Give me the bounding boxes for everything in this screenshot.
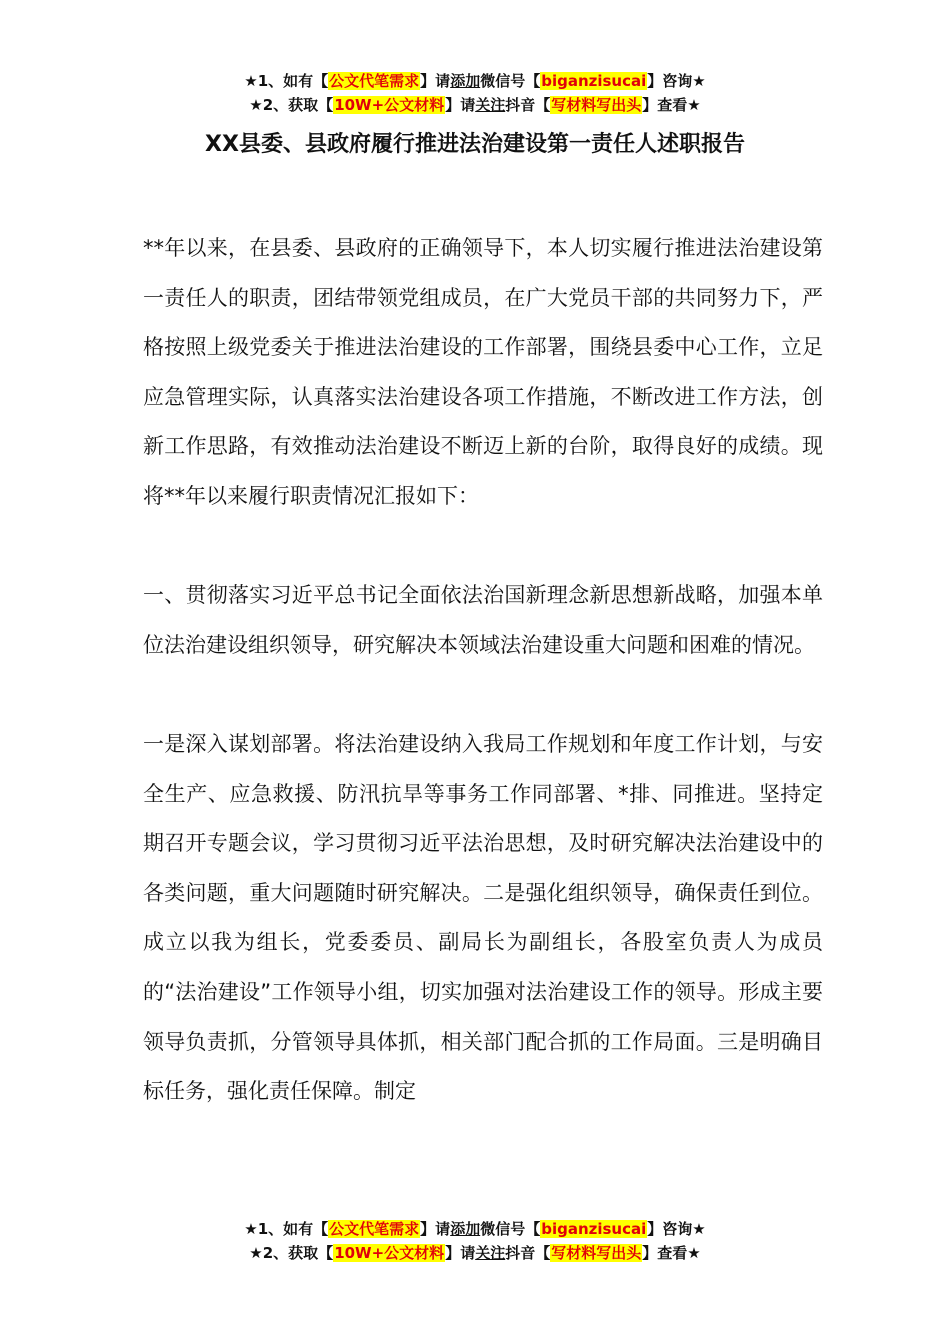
promo-line-2: [0, 93, 950, 117]
promo-underlined: 关注: [475, 96, 506, 114]
promo-text: 】查看★: [642, 1244, 701, 1262]
promo-highlight: 10W+公文材料: [334, 1244, 445, 1262]
promo-line-2: [0, 1241, 950, 1265]
promo-text: ★2、获取【: [249, 96, 334, 114]
header-promo-banner: [0, 69, 950, 117]
document-body: [143, 224, 823, 1117]
promo-text: 】请: [445, 1244, 476, 1262]
promo-highlight: biganzisucai: [541, 1220, 647, 1238]
promo-highlight: 10W+公文材料: [334, 96, 445, 114]
promo-highlight: 写材料写出头: [551, 1244, 642, 1262]
promo-text: 】请: [420, 1220, 451, 1238]
promo-underlined: 关注: [475, 1244, 506, 1262]
promo-highlight: biganzisucai: [541, 72, 647, 90]
promo-highlight: 公文代笔需求: [329, 1220, 420, 1238]
promo-line-1: [0, 1217, 950, 1241]
body-paragraph: 一、贯彻落实习近平总书记全面依法治国新理念新思想新战略，加强本单位法治建设组织领导，研究解决本领域法治建设重大问题和困难的情况。: [143, 583, 823, 657]
promo-underlined: 添加: [450, 72, 481, 90]
promo-text: 】咨询★: [647, 1220, 706, 1238]
promo-text: ★2、获取【: [249, 1244, 334, 1262]
body-paragraph: 一是深入谋划部署。将法治建设纳入我局工作规划和年度工作计划，与安全生产、应急救援、防汛抗旱等事务工作同部署、*排、同推进。坚持定期召开专题会议，学习贯彻习近平法治思想，及时研究解决法治建设中的各类问题，重大问题随时研究解决。二是强化组织领导，确保责任到位。成立以我为组长，党委委员、副局长为副组长，各股室负责人为成员的“法治建设”工作领导小组，切实加强对法治建设工作的领导。形成主要领导负责抓，分管领导具体抓，相关部门配合抓的工作局面。三是明确目标任务，强化责任保障。制定: [143, 731, 823, 1104]
promo-highlight: 写材料写出头: [551, 96, 642, 114]
promo-text: 】请: [420, 72, 451, 90]
promo-text: 】查看★: [642, 96, 701, 114]
promo-text: ★1、如有【: [244, 72, 329, 90]
promo-text: 】咨询★: [647, 72, 706, 90]
promo-text: ★1、如有【: [244, 1220, 329, 1238]
promo-text: 微信号【: [480, 1220, 541, 1238]
promo-text: 抖音【: [505, 96, 551, 114]
promo-text: 微信号【: [480, 72, 541, 90]
promo-highlight: 公文代笔需求: [329, 72, 420, 90]
body-paragraph: **年以来，在县委、县政府的正确领导下，本人切实履行推进法治建设第一责任人的职责，团结带领党组成员，在广大党员干部的共同努力下，严格按照上级党委关于推进法治建设的工作部署，围绕县委中心工作，立足应急管理实际，认真落实法治建设各项工作措施，不断改进工作方法，创新工作思路，有效推动法治建设不断迈上新的台阶，取得良好的成绩。现将**年以来履行职责情况汇报如下：: [143, 236, 823, 508]
footer-promo-banner: [0, 1217, 950, 1265]
document-title: XX县委、县政府履行推进法治建设第一责任人述职报告: [205, 132, 745, 157]
promo-line-1: [0, 69, 950, 93]
promo-underlined: 添加: [450, 1220, 481, 1238]
promo-text: 】请: [445, 96, 476, 114]
promo-text: 抖音【: [505, 1244, 551, 1262]
